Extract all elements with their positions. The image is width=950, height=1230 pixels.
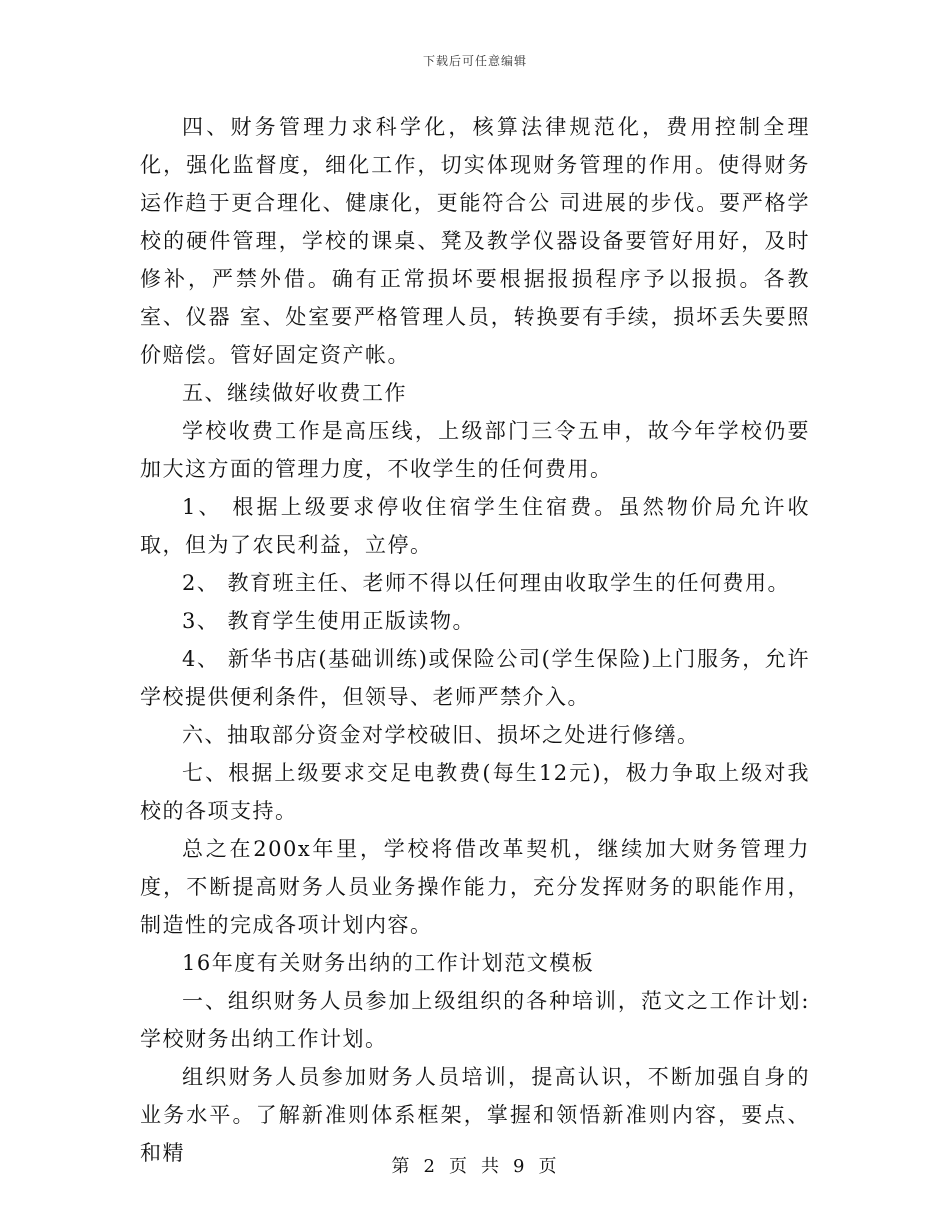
- paragraph-av-fee: 七、根据上级要求交足电教费(每生12元)，极力争取上级对我校的各项支持。: [140, 761, 810, 823]
- section-title: 16年度有关财务出纳的工作计划范文模板: [182, 951, 595, 975]
- paragraph-summary: 总之在200x年里，学校将借改革契机，继续加大财务管理力度，不断提高财务人员业务操作能力，充分发挥财务的职能作用，制造性的完成各项计划内容。: [140, 837, 810, 937]
- heading-fee-collection: 五、继续做好收费工作: [182, 381, 407, 405]
- paragraph-training: 一、组织财务人员参加上级组织的各种培训，范文之工作计划:学校财务出纳工作计划。: [140, 989, 810, 1051]
- header-note: 下载后可任意编辑: [422, 54, 527, 68]
- footer-label-ye-2: 页: [538, 1156, 559, 1177]
- paragraph-training-detail: 组织财务人员参加财务人员培训，提高认识，不断加强自身的业务水平。了解新准则体系框架，掌握和领悟新准则内容，要点、和精: [140, 1065, 810, 1165]
- footer-label-ye: 页: [449, 1156, 469, 1177]
- footer-current-page: 2: [423, 1156, 437, 1177]
- footer-label-gong: 共: [481, 1156, 501, 1177]
- list-item-3: 3、 教育学生使用正版读物。: [182, 609, 476, 633]
- list-item-2: 2、 教育班主任、老师不得以任何理由收取学生的任何费用。: [182, 571, 791, 595]
- list-item-4: 4、 新华书店(基础训练)或保险公司(学生保险)上门服务，允许学校提供便利条件，但领导、老师严禁介入。: [140, 647, 810, 709]
- document-body: [140, 108, 810, 1172]
- footer-total-pages: 9: [513, 1156, 527, 1177]
- paragraph-fee-policy: 学校收费工作是高压线，上级部门三令五申，故今年学校仍要加大这方面的管理力度，不收学生的任何费用。: [140, 419, 810, 481]
- list-item-1: 1、 根据上级要求停收住宿学生住宿费。虽然物价局允许收取，但为了农民利益，立停。: [140, 495, 810, 557]
- page-number-footer: [0, 1152, 950, 1178]
- paragraph-finance-management: 四、财务管理力求科学化，核算法律规范化，费用控制全理化，强化监督度，细化工作，切实体现财务管理的作用。使得财务运作趋于更合理化、健康化，更能符合公 司进展的步伐。要严格学校的硬件管理，学校的课桌、凳及教学仪器设备要管好用好，及时修补，严禁外借。确有正常损坏要根据报损程序予以报损。各教室、仪器 室、处室要严格管理人员，转换要有手续，损坏丢失要照价赔偿。管好固定资产帐。: [140, 115, 810, 367]
- footer-label-di: 第: [391, 1156, 412, 1177]
- heading-repairs: 六、抽取部分资金对学校破旧、损坏之处进行修缮。: [182, 723, 700, 747]
